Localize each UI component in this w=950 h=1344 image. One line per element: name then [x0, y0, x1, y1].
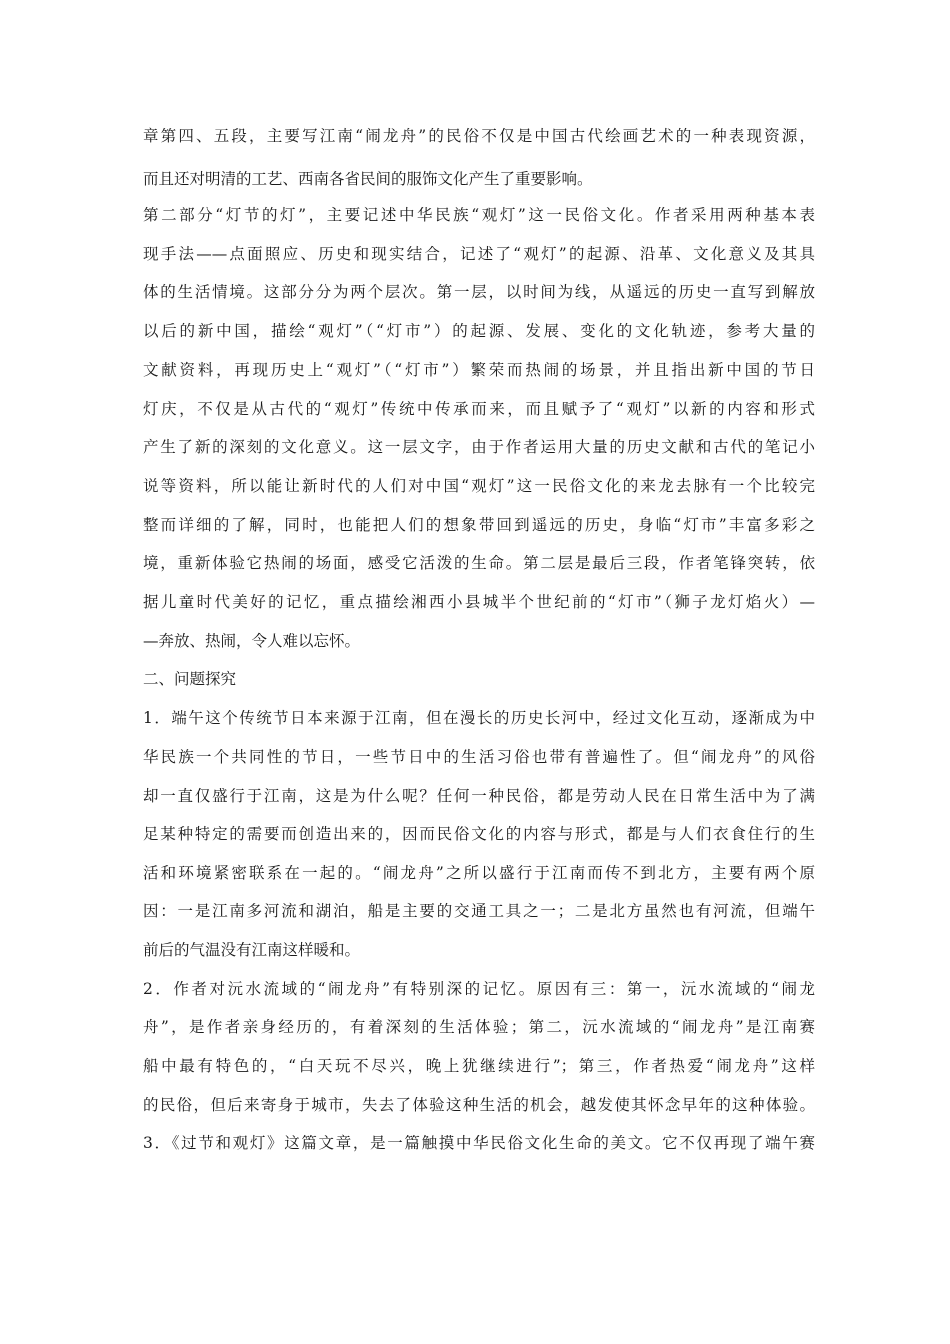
text-line: 船中最有特色的，“白天玩不尽兴，晚上犹继续进行”；第三，作者热爱“闹龙舟”这样	[143, 1057, 815, 1075]
text-line: 以后的新中国，描绘“观灯”（“灯市”）的起源、发展、变化的文化轨迹，参考大量的	[143, 322, 815, 340]
text-line: 舟”，是作者亲身经历的，有着深刻的生活体验；第二，沅水流域的“闹龙舟”是江南赛	[143, 1018, 815, 1036]
text-line: 足某种特定的需要而创造出来的，因而民俗文化的内容与形式，都是与人们衣食住行的生	[143, 825, 815, 843]
text-line: 却一直仅盛行于江南，这是为什么呢？任何一种民俗，都是劳动人民在日常生活中为了满	[143, 787, 815, 805]
text-line: 华民族一个共同性的节日，一些节日中的生活习俗也带有普遍性了。但“闹龙舟”的风俗	[143, 748, 815, 766]
text-line: 1．端午这个传统节日本来源于江南，但在漫长的历史长河中，经过文化互动，逐渐成为中	[143, 709, 815, 727]
text-line: 现手法——点面照应、历史和现实结合，记述了“观灯”的起源、沿革、文化意义及其具	[143, 245, 815, 263]
text-line: 境，重新体验它热闹的场面，感受它活泼的生命。第二层是最后三段，作者笔锋突转，依	[143, 554, 815, 572]
text-line: 体的生活情境。这部分分为两个层次。第一层，以时间为线，从遥远的历史一直写到解放	[143, 283, 815, 301]
text-line: —奔放、热闹，令人难以忘怀。	[143, 632, 361, 650]
text-line: 灯庆，不仅是从古代的“观灯”传统中传承而来，而且赋予了“观灯”以新的内容和形式	[143, 400, 815, 418]
section-heading: 二、问题探究	[143, 670, 237, 688]
text-line: 文献资料，再现历史上“观灯”（“灯市”）繁荣而热闹的场景，并且指出新中国的节日	[143, 361, 815, 379]
text-line: 产生了新的深刻的文化意义。这一层文字，由于作者运用大量的历史文献和古代的笔记小	[143, 438, 815, 456]
text-line: 活和环境紧密联系在一起的。“闹龙舟”之所以盛行于江南而传不到北方，主要有两个原	[143, 864, 815, 882]
text-line: 而且还对明清的工艺、西南各省民间的服饰文化产生了重要影响。	[143, 170, 593, 188]
text-line: 前后的气温没有江南这样暖和。	[143, 941, 361, 959]
text-line: 的民俗，但后来寄身于城市，失去了体验这种生活的机会，越发使其怀念早年的这种体验。	[143, 1096, 815, 1114]
text-line: 说等资料，所以能让新时代的人们对中国“观灯”这一民俗文化的来龙去脉有一个比较完	[143, 477, 815, 495]
text-line: 章第四、五段，主要写江南“闹龙舟”的民俗不仅是中国古代绘画艺术的一种表现资源，	[143, 127, 815, 145]
text-line: 因：一是江南多河流和湖泊，船是主要的交通工具之一；二是北方虽然也有河流，但端午	[143, 902, 815, 920]
text-line: 3．《过节和观灯》这篇文章，是一篇触摸中华民俗文化生命的美文。它不仅再现了端午赛	[143, 1134, 815, 1152]
text-line: 整而详细的了解，同时，也能把人们的想象带回到遥远的历史，身临“灯市”丰富多彩之	[143, 516, 815, 534]
text-line: 据儿童时代美好的记忆，重点描绘湘西小县城半个世纪前的“灯市”（狮子龙灯焰火）—	[143, 593, 815, 611]
text-line: 2．作者对沅水流域的“闹龙舟”有特别深的记忆。原因有三：第一，沅水流域的“闹龙	[143, 980, 815, 998]
text-line: 第二部分“灯节的灯”，主要记述中华民族“观灯”这一民俗文化。作者采用两种基本表	[143, 206, 815, 224]
